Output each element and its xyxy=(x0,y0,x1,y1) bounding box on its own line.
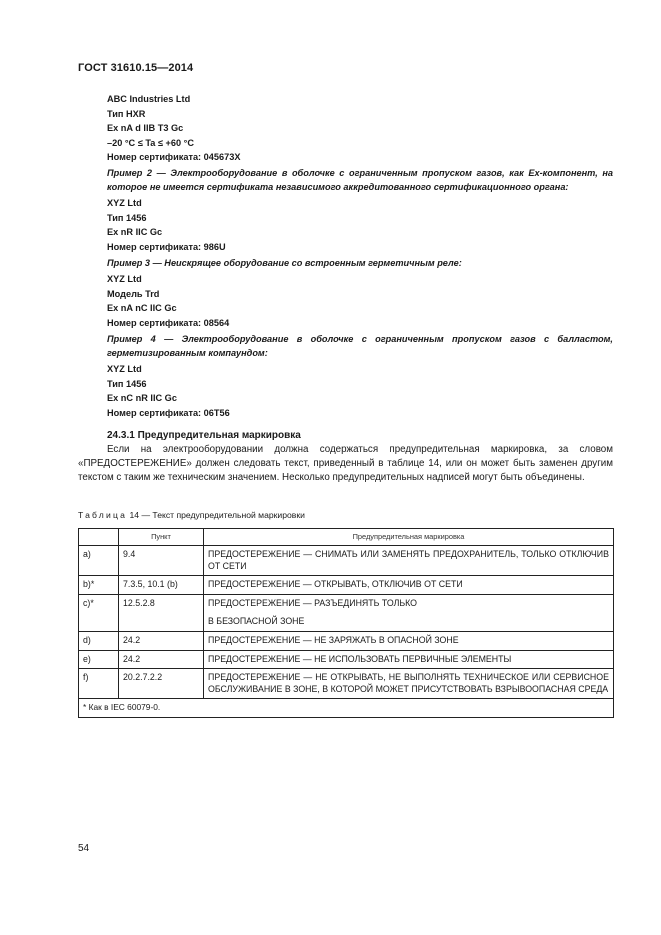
row-marking-text: ПРЕДОСТЕРЕЖЕНИЕ — ОТКРЫВАТЬ, ОТКЛЮЧИВ ОТ СЕТИ xyxy=(204,576,614,595)
marking-line: Ex nC nR IIC Gc xyxy=(107,393,177,404)
warning-marking-table xyxy=(78,528,614,718)
row-marking-text: ПРЕДОСТЕРЕЖЕНИЕ — РАЗЪЕДИНЯТЬ ТОЛЬКО xyxy=(208,597,418,608)
table-caption xyxy=(78,510,305,520)
header-cell-clause: Пункт xyxy=(119,529,204,546)
table-caption-prefix: Таблица xyxy=(78,510,128,520)
marking-line: Номер сертификата: 986U xyxy=(107,241,226,252)
table-row xyxy=(79,650,614,669)
row-marking-text: ПРЕДОСТЕРЕЖЕНИЕ — СНИМАТЬ ИЛИ ЗАМЕНЯТЬ ПРЕДОХРАНИТЕЛЬ, ТОЛЬКО ОТКЛЮЧИВ ОТ СЕТИ xyxy=(204,546,614,576)
document-header: ГОСТ 31610.15—2014 xyxy=(78,62,194,74)
row-clause: 20.2.7.2.2 xyxy=(119,669,204,699)
table-row xyxy=(79,594,614,631)
row-id: a) xyxy=(79,546,119,576)
marking-line: Ex nA nC IIC Gc xyxy=(107,303,177,314)
marking-line: XYZ Ltd xyxy=(107,274,142,284)
marking-line: Тип HXR xyxy=(107,108,146,119)
example-4-text: Пример 4 — Электрооборудование в оболочке с ограниченным пропуском газов с балластом, герметизированным компаундом: xyxy=(107,334,613,358)
table-row xyxy=(79,546,614,576)
page-number: 54 xyxy=(78,843,90,854)
example-2-text: Пример 2 — Электрооборудование в оболочке с ограниченным пропуском газов, как Ex-компонент, на которое не имеется сертификата независимого аккредитованного сертификационного органа: xyxy=(107,168,613,192)
marking-example-3 xyxy=(107,272,229,330)
marking-example-1 xyxy=(107,92,240,165)
row-clause: 9.4 xyxy=(119,546,204,576)
marking-line: Ex nR IIC Gc xyxy=(107,227,163,238)
header-cell-marking: Предупредительная маркировка xyxy=(204,529,614,546)
row-clause: 7.3.5, 10.1 (b) xyxy=(119,576,204,595)
table-footnote: * Как в IEC 60079-0. xyxy=(79,699,614,718)
row-id: e) xyxy=(79,650,119,669)
section-paragraph: Если на электрооборудовании должна содержаться предупредительная маркировка, за словом «ПРЕДОСТЕРЕЖЕНИЕ» должен следовать текст, приведенный в таблице 14, или он может быть заменен другим текстом с таким же техническим значением. Несколько предупредительных надписей могут быть объединены. xyxy=(78,444,613,484)
marking-line: Ex nA d IIB T3 Gc xyxy=(107,123,184,134)
row-clause: 12.5.2.8 xyxy=(119,594,204,631)
marking-line: Номер сертификата: 08564 xyxy=(107,317,230,328)
marking-line: Модель Trd xyxy=(107,288,160,299)
row-marking-cell xyxy=(204,594,614,631)
table-header-row xyxy=(79,529,614,546)
row-marking-text: ПРЕДОСТЕРЕЖЕНИЕ — НЕ ИСПОЛЬЗОВАТЬ ПЕРВИЧНЫЕ ЭЛЕМЕНТЫ xyxy=(204,650,614,669)
example-3-text: Пример 3 — Неискрящее оборудование со встроенным герметичным реле: xyxy=(107,258,462,268)
row-clause: 24.2 xyxy=(119,650,204,669)
row-marking-text: ПРЕДОСТЕРЕЖЕНИЕ — НЕ ЗАРЯЖАТЬ В ОПАСНОЙ ЗОНЕ xyxy=(204,631,614,650)
marking-example-2 xyxy=(107,196,226,254)
marking-line: XYZ Ltd xyxy=(107,198,142,208)
marking-line: Номер сертификата: 045673X xyxy=(107,152,241,163)
row-id: f) xyxy=(79,669,119,699)
row-id: b)* xyxy=(79,576,119,595)
table-caption-text: 14 — Текст предупредительной маркировки xyxy=(129,510,305,520)
row-marking-text: ПРЕДОСТЕРЕЖЕНИЕ — НЕ ОТКРЫВАТЬ, НЕ ВЫПОЛНЯТЬ ТЕХНИЧЕСКОЕ ИЛИ СЕРВИСНОЕ ОБСЛУЖИВАНИЕ В ЗОНЕ, В КОТОРОЙ МОЖЕТ ПРИСУТСТВОВАТЬ ВЗРЫВООПАСНАЯ СРЕДА xyxy=(204,669,614,699)
header-cell xyxy=(79,529,119,546)
marking-line: ABC Industries Ltd xyxy=(107,94,191,104)
marking-line: Тип 1456 xyxy=(107,212,147,223)
marking-line: Номер сертификата: 06T56 xyxy=(107,407,230,418)
table-row xyxy=(79,576,614,595)
marking-example-4 xyxy=(107,362,230,420)
row-marking-text-continued: В БЕЗОПАСНОЙ ЗОНЕ xyxy=(208,616,305,627)
marking-line: XYZ Ltd xyxy=(107,364,142,374)
table-row xyxy=(79,631,614,650)
table-row xyxy=(79,669,614,699)
marking-line: –20 °C ≤ Ta ≤ +60 °C xyxy=(107,137,194,148)
table-footnote-row xyxy=(79,699,614,718)
row-clause: 24.2 xyxy=(119,631,204,650)
marking-line: Тип 1456 xyxy=(107,378,147,389)
section-title: 24.3.1 Предупредительная маркировка xyxy=(107,430,301,441)
row-id: d) xyxy=(79,631,119,650)
row-id: c)* xyxy=(79,594,119,631)
